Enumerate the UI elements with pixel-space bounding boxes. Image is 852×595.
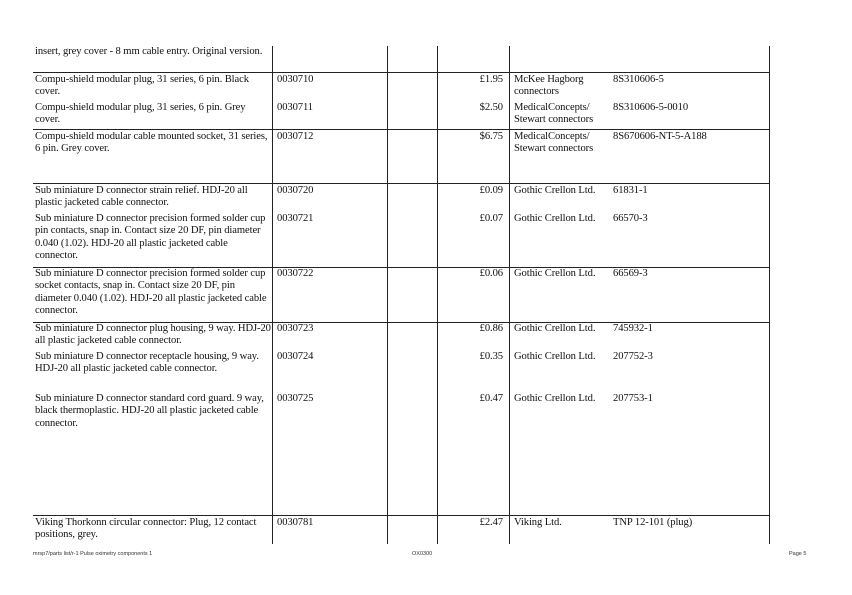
item-supplier: Gothic Crellon Ltd. xyxy=(514,268,596,279)
item-code: 0030711 xyxy=(277,102,313,113)
item-part-number: TNP 12-101 (plug) xyxy=(613,517,693,528)
item-supplier: Gothic Crellon Ltd. xyxy=(514,213,596,224)
item-code: 0030712 xyxy=(277,131,314,142)
item-price: £0.47 xyxy=(479,393,503,404)
item-part-number: 207752-3 xyxy=(613,351,653,362)
column-divider xyxy=(387,46,388,544)
item-code: 0030722 xyxy=(277,268,314,279)
item-part-number: 66569-3 xyxy=(613,268,648,279)
item-description: Sub miniature D connector plug housing, 9 way. HDJ-20 all plastic jacketed cable connector. xyxy=(35,323,271,347)
column-divider xyxy=(437,46,438,544)
item-description: Sub miniature D connector standard cord guard. 9 way, black thermoplastic. HDJ-20 all plastic jacketed cable connector. xyxy=(35,393,264,429)
row-divider xyxy=(33,183,770,184)
row-divider xyxy=(33,72,770,73)
item-price: £0.07 xyxy=(479,213,503,224)
item-code: 0030721 xyxy=(277,213,314,224)
item-price: £0.35 xyxy=(479,351,503,362)
item-supplier: Gothic Crellon Ltd. xyxy=(514,393,596,404)
item-code: 0030724 xyxy=(277,351,314,362)
item-price: $2.50 xyxy=(479,102,503,113)
item-part-number: 66570-3 xyxy=(613,213,648,224)
item-description: Compu-shield modular cable mounted socket, 31 series, 6 pin. Grey cover. xyxy=(35,131,268,155)
item-price: £0.09 xyxy=(479,185,503,196)
item-description: Sub miniature D connector receptacle housing, 9 way. HDJ-20 all plastic jacketed cable connector. xyxy=(35,351,259,375)
item-code: 0030720 xyxy=(277,185,314,196)
item-code: 0030723 xyxy=(277,323,314,334)
item-code: 0030725 xyxy=(277,393,314,404)
item-supplier: Gothic Crellon Ltd. xyxy=(514,323,596,334)
item-part-number: 8S670606-NT-5-A188 xyxy=(613,131,707,142)
item-part-number: 61831-1 xyxy=(613,185,648,196)
item-part-number: 745932-1 xyxy=(613,323,653,334)
item-description: insert, grey cover - 8 mm cable entry. Original version. xyxy=(35,46,263,57)
item-price: £1.95 xyxy=(479,74,503,85)
item-supplier: Viking Ltd. xyxy=(514,517,562,528)
item-description: Compu-shield modular plug, 31 series, 6 pin. Grey cover. xyxy=(35,102,246,126)
item-code: 0030710 xyxy=(277,74,314,85)
item-price: £0.06 xyxy=(479,268,503,279)
item-part-number: 8S310606-5-0010 xyxy=(613,102,689,113)
column-divider xyxy=(509,46,510,544)
item-supplier: Gothic Crellon Ltd. xyxy=(514,351,596,362)
item-description: Compu-shield modular plug, 31 series, 6 pin. Black cover. xyxy=(35,74,249,98)
item-price: £0.86 xyxy=(479,323,503,334)
column-divider xyxy=(769,46,770,544)
item-price: $6.75 xyxy=(479,131,503,142)
item-part-number: 207753-1 xyxy=(613,393,653,404)
item-code: 0030781 xyxy=(277,517,314,528)
item-supplier: McKee Hagborg connectors xyxy=(514,74,584,98)
row-divider xyxy=(33,515,770,516)
item-price: £2.47 xyxy=(479,517,503,528)
footer-page-number: Page 5 xyxy=(789,551,807,557)
item-description: Sub miniature D connector strain relief. HDJ-20 all plastic jacketed cable connector. xyxy=(35,185,248,209)
item-supplier: MedicalConcepts/ Stewart connectors xyxy=(514,131,594,155)
footer-document-id: OX0300 xyxy=(412,551,433,557)
item-supplier: Gothic Crellon Ltd. xyxy=(514,185,596,196)
item-description: Sub miniature D connector precision formed solder cup socket contacts, snap in. Contact size 20 DF, pin diameter 0.040 (1.02). HDJ-20 all plastic jacketed cable connector. xyxy=(35,268,267,317)
item-part-number: 8S310606-5 xyxy=(613,74,664,85)
item-description: Viking Thorkonn circular connector: Plug, 12 contact positions, grey. xyxy=(35,517,257,541)
item-description: Sub miniature D connector precision formed solder cup pin contacts, snap in. Contact size 20 DF, pin diameter 0.040 (1.02). HDJ-20 all plastic jacketed cable connector. xyxy=(35,213,266,262)
footer-file-path: mrsp7/parts list/r-1 Pulse oximetry components 1 xyxy=(33,551,153,557)
row-divider xyxy=(33,129,770,130)
column-divider xyxy=(272,46,273,544)
item-supplier: MedicalConcepts/ Stewart connectors xyxy=(514,102,594,126)
